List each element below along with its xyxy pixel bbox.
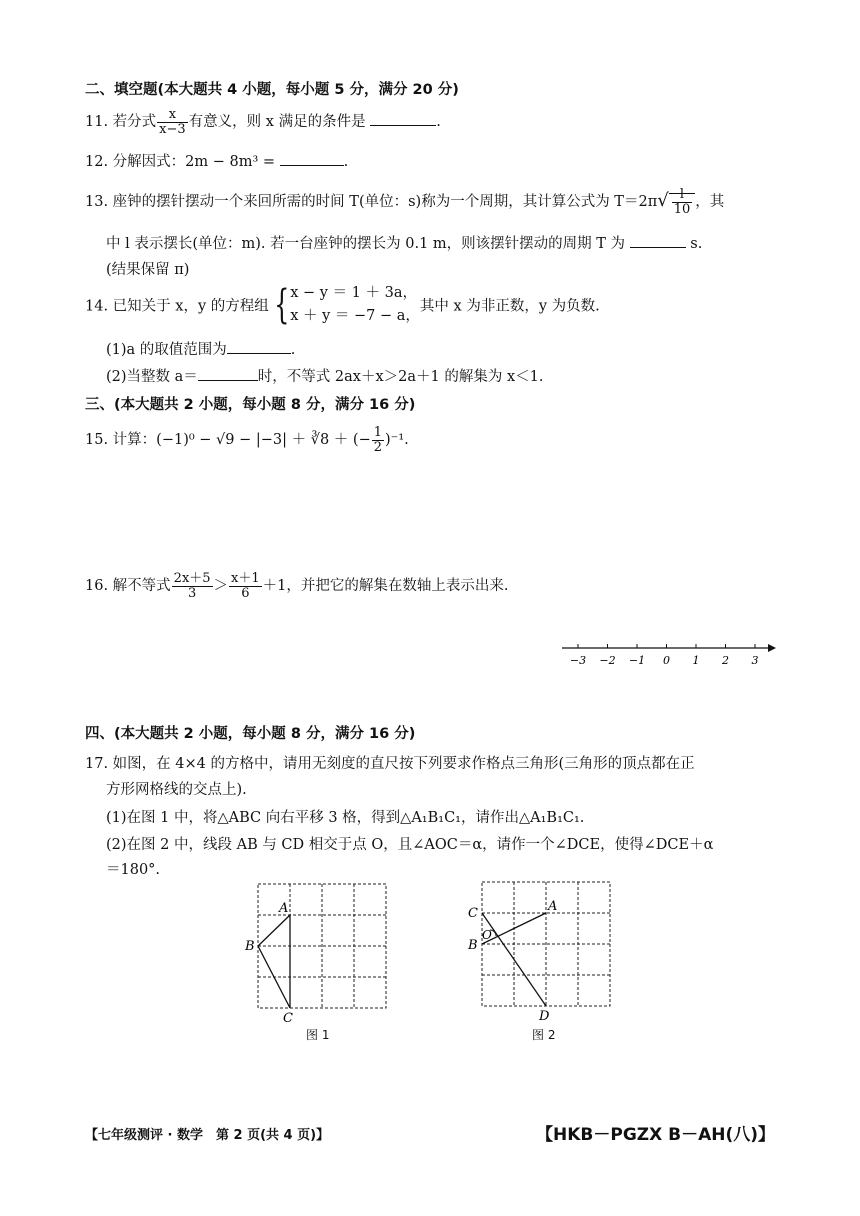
q14-brace: {	[273, 282, 290, 329]
question-17-part2-line1: (2)在图 2 中，线段 AB 与 CD 相交于点 O，且∠AOC＝α，请作一个∠DCE，使得∠DCE＋α	[106, 837, 714, 853]
question-14-part2	[106, 365, 543, 386]
q16-left-denominator: 3	[187, 585, 197, 601]
fig2-caption: 图 2	[532, 1028, 556, 1042]
question-13-line3: (结果保留 π)	[106, 262, 190, 278]
q15-numerator: 1	[373, 425, 383, 440]
number-line-tick-label: 1	[692, 654, 700, 667]
q11-numerator: x	[157, 108, 188, 123]
q16-greater-sign: ＞	[213, 578, 229, 595]
number-line-tick-label: −3	[569, 654, 587, 667]
q16-fraction-right	[229, 572, 262, 600]
q13-line1-suffix: ，其	[695, 194, 725, 211]
q14-part1-text: (1)a 的取值范围为	[106, 342, 227, 358]
q16-left-numerator: 2x＋5	[173, 571, 211, 586]
question-14-part1	[106, 338, 295, 359]
fig1-triangle-abc	[258, 915, 290, 1008]
fig2-label-c: C	[468, 906, 478, 921]
q14-prefix: 14. 已知关于 x，y 的方程组	[85, 298, 269, 315]
footer-left: 【七年级测评 · 数学 第 2 页(共 4 页)】	[85, 1128, 330, 1143]
figure-1[interactable]	[238, 876, 398, 1026]
q13-line2-text: 中 l 表示摆长(单位：m). 若一台座钟的摆长为 0.1 m，则该摆针摆动的周期 T 为	[106, 236, 626, 252]
fig1-label-a: A	[279, 901, 289, 916]
question-17-line2: 方形网格线的交点上).	[106, 782, 247, 798]
number-line-tick-label: 3	[751, 654, 759, 667]
q13-answer-blank[interactable]	[630, 233, 686, 248]
q16-right-numerator: x＋1	[231, 571, 260, 586]
fig1-label-b: B	[245, 939, 255, 954]
q14-system	[290, 282, 420, 328]
q13-sqrt-numerator: l	[672, 188, 693, 203]
question-17-part1: (1)在图 1 中，将△ABC 向右平移 3 格，得到△A₁B₁C₁，请作出△A₁B₁C₁.	[106, 810, 585, 826]
q14-suffix: 其中 x 为非正数，y 为负数.	[419, 298, 600, 315]
fig1-label-c: C	[283, 1011, 293, 1026]
question-12	[85, 150, 348, 171]
footer-right: 【HKB－PGZX B－AH(八)】	[536, 1125, 776, 1145]
q16-fraction-left	[172, 572, 213, 600]
q15-suffix: )⁻¹.	[385, 432, 409, 449]
q11-suffix: 有意义，则 x 满足的条件是	[188, 114, 366, 131]
q16-prefix: 16. 解不等式	[85, 578, 171, 595]
section3-title: 三、(本大题共 2 小题，每小题 8 分，满分 16 分)	[85, 397, 416, 413]
q14-part2-blank[interactable]	[198, 366, 258, 381]
q13-sqrt-fraction	[672, 188, 693, 216]
q15-prefix: 15. 计算：(−1)⁰ − √9 − |−3| ＋ ∛8 ＋ (−	[85, 432, 371, 449]
q11-denominator: x−3	[159, 121, 186, 137]
q11-prefix: 11. 若分式	[85, 114, 157, 131]
q12-end: .	[343, 154, 349, 170]
q14-part1-end: .	[290, 342, 296, 358]
q13-sqrt-denominator: 10	[673, 201, 691, 217]
q15-denominator: 2	[373, 439, 383, 455]
q14-part1-blank[interactable]	[227, 339, 291, 354]
number-line-tick-label: 2	[722, 654, 729, 667]
q14-part2-prefix: (2)当整数 a＝	[106, 369, 198, 385]
q13-line1-prefix: 13. 座钟的摆针摆动一个来回所需的时间 T(单位：s)称为一个周期，其计算公式为 T＝2π	[85, 194, 658, 211]
fig1-caption: 图 1	[306, 1028, 330, 1042]
q16-right-denominator: 6	[241, 585, 250, 601]
number-line-arrow-icon	[768, 644, 776, 652]
q15-fraction	[372, 426, 384, 454]
fig1-grid	[258, 884, 386, 1008]
question-16	[85, 572, 509, 600]
section2-title: 二、填空题(本大题共 4 小题，每小题 5 分，满分 20 分)	[85, 82, 459, 98]
q14-equation-2: x ＋ y ＝ −7 − a，	[290, 308, 420, 325]
q14-part2-suffix: 时，不等式 2ax＋x＞2a＋1 的解集为 x＜1.	[257, 369, 544, 385]
question-17-line1: 17. 如图，在 4×4 的方格中，请用无刻度的直尺按下列要求作格点三角形(三角形的顶点都在正	[85, 756, 695, 772]
question-11	[85, 108, 441, 136]
question-17-part2-line2: ＝180°.	[106, 862, 161, 878]
section4-title: 四、(本大题共 2 小题，每小题 8 分，满分 16 分)	[85, 726, 416, 742]
number-line-tick-label: 0	[663, 654, 670, 667]
q12-answer-blank[interactable]	[280, 151, 344, 166]
q16-suffix: ＋1，并把它的解集在数轴上表示出来.	[262, 578, 509, 595]
q11-fraction	[157, 108, 188, 136]
figure-2[interactable]	[462, 872, 622, 1024]
q11-answer-blank[interactable]	[370, 111, 436, 126]
q13-unit: s.	[690, 236, 703, 252]
fig2-label-d: D	[539, 1009, 550, 1024]
q11-end: .	[436, 114, 441, 131]
q14-equation-1: x − y ＝ 1 ＋ 3a，	[290, 285, 417, 301]
question-15	[85, 426, 409, 454]
question-13-line1: 13. 座钟的摆针摆动一个来回所需的时间 T(单位：s)称为一个周期，其计算公式为 T＝2π√ $\frac{l}{10}$ ，其	[85, 187, 725, 217]
number-line-tick-label: −2	[599, 654, 616, 667]
fig2-grid	[482, 882, 610, 1006]
question-14	[85, 282, 600, 328]
fig2-label-o: O	[482, 928, 492, 942]
fig2-label-a: A	[548, 899, 558, 914]
q12-text: 12. 分解因式：2m − 8m³ =	[85, 154, 276, 170]
question-13-line2	[106, 232, 702, 253]
fig2-label-b: B	[468, 938, 478, 953]
number-line-tick-label: −1	[628, 654, 646, 667]
number-line[interactable]	[556, 636, 786, 672]
